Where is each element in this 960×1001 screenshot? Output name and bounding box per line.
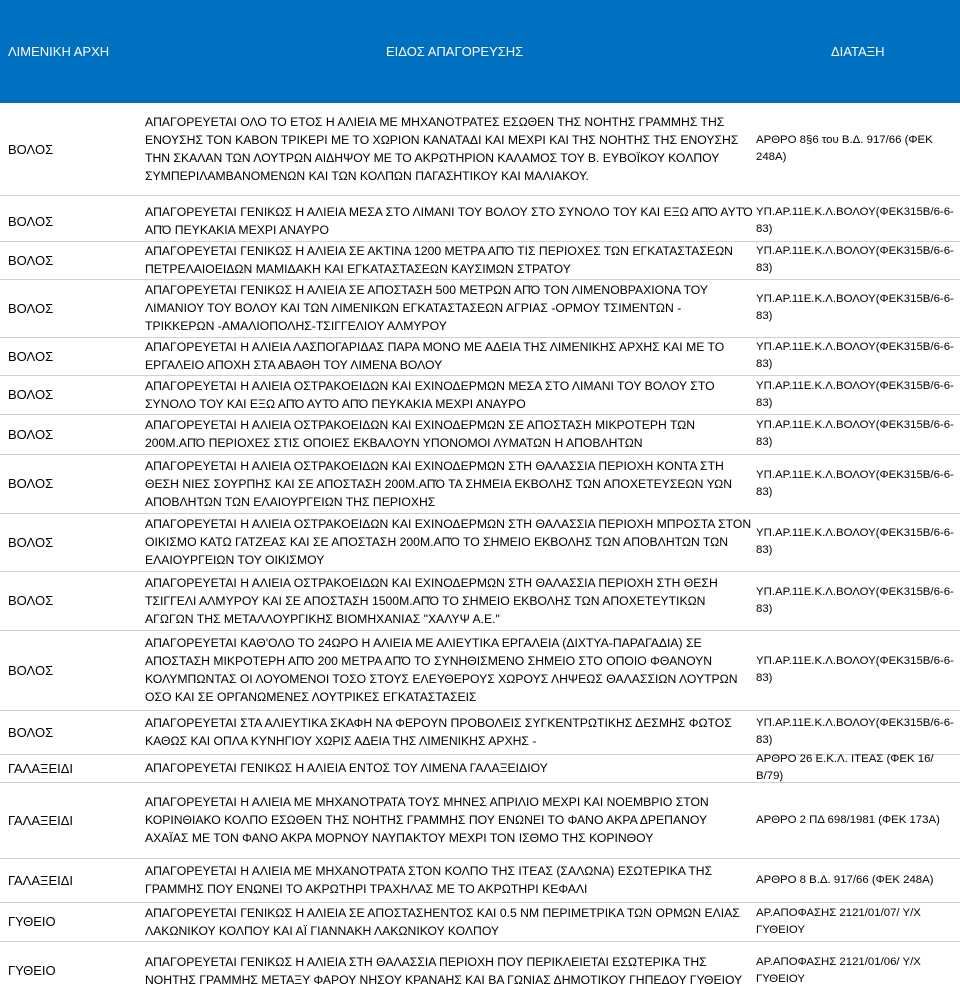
row-reference: ΑΡΘΡΟ 26 Ε.Κ.Λ. ΙΤΕΑΣ (ΦΕΚ 16/Β/79): [756, 753, 934, 782]
table-row: [0, 754, 960, 783]
row-description: ΑΠΑΓΟΡΕΥΕΤΑΙ Η ΑΛΙΕΙΑ ΟΣΤΡΑΚΟΕΙΔΩΝ ΚΑΙ ΕΧΙΝΟΔΕΡΜΩΝ ΣΤΗ ΘΑΛΑΣΣΙΑ ΠΕΡΙΟΧΗ ΣΤΗ ΘΕΣΗ ΤΣΙΓΓΕΛΙ ΑΛΜΥΡΟΥ ΚΑΙ ΣΕ ΑΠΟΣΤΑΣΗ 1500Μ.ΑΠΌ ΤΟ ΣΗΜΕΙΟ ΕΚΒΟΛΗΣ ΤΩΝ ΑΠΟΧΕΤΕΥΤΙΚΩΝ ΑΓΩΓΩΝ ΤΗΣ ΜΕΤΑΛΛΟΥΡΓΙΚΗΣ ΒΙΟΜΗΧΑΝΙΑΣ "ΧΑΛΥΨ Α.Ε.": [145, 575, 718, 626]
table-row: [0, 103, 960, 196]
table-row: [0, 710, 960, 755]
row-reference: ΥΠ.ΑΡ.11Ε.Κ.Λ.ΒΟΛΟΥ(ΦΕΚ315Β/6-6-83): [756, 655, 954, 684]
row-description: ΑΠΑΓΟΡΕΥΕΤΑΙ ΚΑΘ'ΟΛΟ ΤΟ 24ΩΡΟ Η ΑΛΙΕΙΑ ΜΕ ΑΛΙΕΥΤΙΚΑ ΕΡΓΑΛΕΙΑ (ΔΙΧΤΥΑ-ΠΑΡΑΓΑΔΙΑ) ΣΕ ΑΠΟΣΤΑΣΗ ΜΙΚΡΟΤΕΡΗ ΑΠΌ 200 ΜΕΤΡΑ ΑΠΌ ΤΟ ΣΥΝΗΘΙΣΜΕΝΟ ΣΗΜΕΙΟ ΣΤΟ ΟΠΟΙΟ ΦΘΑΝΟΥΝ ΚΟΛΥΜΠΩΝΤΑΣ ΟΙ ΛΟΥΟΜΕΝΟΙ ΤΟΣΟ ΣΤΟΥΣ ΕΛΕΥΘΕΡΟΥΣ ΧΩΡΟΥΣ ΛΗΨΕΩΣ ΘΑΛΑΣΣΙΩΝ ΛΟΥΤΡΩΝ ΟΣΟ ΚΑΙ ΣΕ ΟΡΓΑΝΩΜΕΝΕΣ ΛΟΥΤΡΙΚΕΣ ΕΓΚΑΤΑΣΤΑΣΕΙΣ: [145, 636, 738, 704]
row-authority: ΒΟΛΟΣ: [8, 348, 54, 364]
row-authority: ΓΥΘΕΙΟ: [8, 914, 56, 929]
row-description: ΑΠΑΓΟΡΕΥΕΤΑΙ Η ΑΛΙΕΙΑ ΜΕ ΜΗΧΑΝΟΤΡΑΤΑ ΣΤΟΝ ΚΟΛΠΟ ΤΗΣ ΙΤΕΑΣ (ΣΑΛΩΝΑ) ΕΣΩΤΕΡΙΚΑ ΤΗΣ ΓΡΑΜΜΗΣ ΠΟΥ ΕΝΩΝΕΙ ΤΟ ΑΚΡΩΤΗΡΙ ΤΡΑΧΗΛΑΣ ΜΕ ΤΟ ΑΚΡΩΤΗΡΙ ΚΕΦΑΛΙ: [145, 864, 713, 896]
row-reference: ΑΡ.ΑΠΟΦΑΣΗΣ 2121/01/06/ Υ/Χ ΓΥΘΕΙΟΥ: [756, 955, 921, 985]
table-row: [0, 279, 960, 338]
row-reference: ΥΠ.ΑΡ.11Ε.Κ.Λ.ΒΟΛΟΥ(ΦΕΚ315Β/6-6-83): [756, 419, 954, 448]
table-row: [0, 375, 960, 415]
table-header: [0, 0, 960, 103]
row-reference: ΑΡΘΡΟ 2 ΠΔ 698/1981 (ΦΕΚ 173Α): [756, 813, 940, 826]
row-description: ΑΠΑΓΟΡΕΥΕΤΑΙ ΓΕΝΙΚΩΣ Η ΑΛΙΕΙΑ ΣΕ ΑΠΟΣΤΑΣΗΕΝΤΟΣ ΚΑΙ 0.5 ΝΜ ΠΕΡΙΜΕΤΡΙΚΑ ΤΩΝ ΟΡΜΩΝ ΕΛΙΑΣ ΛΑΚΩΝΙΚΟΥ ΚΟΛΠΟΥ ΚΑΙ ΑΪ ΓΙΑΝΝΑΚΗ ΛΑΚΩΝΙΚΟΥ ΚΟΛΠΟΥ: [145, 905, 740, 938]
row-authority: ΒΟΛΟΣ: [8, 300, 54, 316]
row-reference: ΥΠ.ΑΡ.11Ε.Κ.Λ.ΒΟΛΟΥ(ΦΕΚ315Β/6-6-83): [756, 293, 954, 322]
row-reference: ΑΡΘΡΟ 8§6 του Β.Δ. 917/66 (ΦΕΚ 248Α): [756, 134, 933, 163]
row-description: ΑΠΑΓΟΡΕΥΕΤΑΙ ΣΤΑ ΑΛΙΕΥΤΙΚΑ ΣΚΑΦΗ ΝΑ ΦΕΡΟΥΝ ΠΡΟΒΟΛΕΙΣ ΣΥΓΚΕΝΤΡΩΤΙΚΗΣ ΔΕΣΜΗΣ ΦΩΤΟΣ ΚΑΘΩΣ ΚΑΙ ΟΠΛΑ ΚΥΝΗΓΙΟΥ ΧΩΡΙΣ ΑΔΕΙΑ ΤΗΣ ΛΙΜΕΝΙΚΗΣ ΑΡΧΗΣ -: [145, 716, 732, 748]
row-authority: ΒΟΛΟΣ: [8, 426, 54, 442]
row-description: ΑΠΑΓΟΡΕΥΕΤΑΙ Η ΑΛΙΕΙΑ ΛΑΣΠΟΓΑΡΙΔΑΣ ΠΑΡΑ ΜΟΝΟ ΜΕ ΑΔΕΙΑ ΤΗΣ ΛΙΜΕΝΙΚΗΣ ΑΡΧΗΣ ΚΑΙ ΜΕ ΤΟ ΕΡΓΑΛΕΙΟ ΑΠΟΧΗ ΣΤΑ ΑΒΑΘΗ ΤΟΥ ΛΙΜΕΝΑ ΒΟΛΟΥ: [145, 340, 725, 372]
row-description: ΑΠΑΓΟΡΕΥΕΤΑΙ ΟΛΟ ΤΟ ΕΤΟΣ Η ΑΛΙΕΙΑ ΜΕ ΜΗΧΑΝΟΤΡΑΤΕΣ ΕΣΩΘΕΝ ΤΗΣ ΝΟΗΤΗΣ ΓΡΑΜΜΗΣ ΤΗΣ ΕΝΟΥΣΗΣ ΤΟΝ ΚΑΒΟΝ ΤΡΙΚΕΡΙ ΜΕ ΤΟ ΧΩΡΙΟΝ ΚΑΝΑΤΑΔΙ ΚΑΙ ΜΕΧΡΙ ΚΑΙ ΤΗΣ ΝΟΗΤΗΣ ΤΗΣ ΕΝΟΥΣΗΣ ΤΗΝ ΣΚΑΛΑΝ ΤΩΝ ΛΟΥΤΡΩΝ ΑΙΔΗΨΟΥ ΜΕ ΤΟ ΑΚΡΩΤΗΡΙΟΝ ΚΑΛΑΜΟΣ ΤΟΥ Β. ΕΥΒΟΪΚΟΥ ΚΟΛΠΟΥ ΣΥΜΠΕΡΙΛΑΜΒΑΝΟΜΕΝΩΝ ΚΑΙ ΤΩΝ ΚΟΛΠΩΝ ΠΑΓΑΣΗΤΙΚΟΥ ΚΑΙ ΜΑΛΙΑΚΟΥ.: [145, 115, 739, 183]
row-description: ΑΠΑΓΟΡΕΥΕΤΑΙ Η ΑΛΙΕΙΑ ΜΕ ΜΗΧΑΝΟΤΡΑΤΑ ΤΟΥΣ ΜΗΝΕΣ ΑΠΡΙΛΙΟ ΜΕΧΡΙ ΚΑΙ ΝΟΕΜΒΡΙΟ ΣΤΟΝ ΚΟΡΙΝΘΙΑΚΟ ΚΟΛΠΟ ΕΣΩΘΕΝ ΤΗΣ ΝΟΗΤΗΣ ΓΡΑΜΜΗΣ ΠΟΥ ΕΝΩΝΕΙ ΤΟ ΦΑΝΟ ΑΚΡΑ ΔΡΕΠΑΝΟΥ ΑΧΑΪΑΣ ΜΕ ΤΟΝ ΦΑΝΟ ΑΚΡΑ ΜΟΡΝΟΥ ΝΑΥΠΑΚΤΟΥ ΜΕΧΡΙ ΤΟΝ ΙΣΘΜΟ ΤΗΣ ΚΟΡΙΝΘΟΥ: [145, 795, 709, 845]
row-reference: ΥΠ.ΑΡ.11Ε.Κ.Λ.ΒΟΛΟΥ(ΦΕΚ315Β/6-6-83): [756, 527, 954, 556]
header-authority: ΛΙΜΕΝΙΚΗ ΑΡΧΗ: [8, 44, 110, 59]
row-authority: ΒΟΛΟΣ: [8, 476, 54, 491]
table-row: [0, 902, 960, 942]
row-description: ΑΠΑΓΟΡΕΥΕΤΑΙ ΓΕΝΙΚΩΣ Η ΑΛΙΕΙΑ ΣΤΗ ΘΑΛΑΣΣΙΑ ΠΕΡΙΟΧΗ ΠΟΥ ΠΕΡΙΚΛΕΙΕΤΑΙ ΕΣΩΤΕΡΙΚΑ ΤΗΣ ΝΟΗΤΗΣ ΓΡΑΜΜΗΣ ΜΕΤΑΞΥ ΦΑΡΟΥ ΝΗΣΟΥ ΚΡΑΝΑΗΣ ΚΑΙ ΒΑ ΓΩΝΙΑΣ ΔΗΜΟΤΙΚΟΥ ΓΗΠΕΔΟΥ ΓΥΘΕΙΟΥ: [145, 954, 743, 987]
header-ban-type: ΕΙΔΟΣ ΑΠΑΓΟΡΕΥΣΗΣ: [386, 44, 524, 59]
table-row: [0, 571, 960, 631]
row-authority: ΒΟΛΟΣ: [8, 593, 54, 608]
row-description: ΑΠΑΓΟΡΕΥΕΤΑΙ ΓΕΝΙΚΩΣ Η ΑΛΙΕΙΑ ΜΕΣΑ ΣΤΟ ΛΙΜΑΝΙ ΤΟΥ ΒΟΛΟΥ ΣΤΟ ΣΥΝΟΛΟ ΤΟΥ ΚΑΙ ΕΞΩ ΑΠΌ ΑΥΤΌ ΑΠΌ ΠΕΥΚΑΚΙΑ ΜΕΧΡΙ ΑΝΑΥΡΟ: [145, 205, 753, 237]
row-reference: ΥΠ.ΑΡ.11Ε.Κ.Λ.ΒΟΛΟΥ(ΦΕΚ315Β/6-6-83): [756, 717, 954, 746]
row-authority: ΒΟΛΟΣ: [8, 534, 54, 550]
table-row: [0, 630, 960, 711]
row-authority: ΒΟΛΟΣ: [8, 662, 54, 678]
row-description: ΑΠΑΓΟΡΕΥΕΤΑΙ Η ΑΛΙΕΙΑ ΟΣΤΡΑΚΟΕΙΔΩΝ ΚΑΙ ΕΧΙΝΟΔΕΡΜΩΝ ΣΤΗ ΘΑΛΑΣΣΙΑ ΠΕΡΙΟΧΗ ΜΠΡΟΣΤΑ ΣΤΟΝ ΟΙΚΙΣΜΟ ΚΑΤΩ ΓΑΤΖΕΑΣ ΚΑΙ ΣΕ ΑΠΟΣΤΑΣΗ 200Μ.ΑΠΌ ΤΟ ΣΗΜΕΙΟ ΕΚΒΟΛΗΣ ΤΩΝ ΑΠΟΒΛΗΤΩΝ ΤΩΝ ΕΛΑΙΟΥΡΓΕΙΩΝ ΤΟΥ ΟΙΚΙΣΜΟΥ: [145, 517, 752, 567]
row-reference: ΥΠ.ΑΡ.11Ε.Κ.Λ.ΒΟΛΟΥ(ΦΕΚ315Β/6-6-83): [756, 585, 954, 615]
table-row: [0, 241, 960, 280]
row-authority: ΓΥΘΕΙΟ: [8, 963, 56, 978]
row-authority: ΓΑΛΑΞΕΙΔΙ: [8, 872, 74, 888]
header-order: ΔΙΑΤΑΞΗ: [831, 44, 885, 59]
row-description: ΑΠΑΓΟΡΕΥΕΤΑΙ ΓΕΝΙΚΩΣ Η ΑΛΙΕΙΑ ΣΕ ΑΚΤΙΝΑ 1200 ΜΕΤΡΑ ΑΠΌ ΤΙΣ ΠΕΡΙΟΧΕΣ ΤΩΝ ΕΓΚΑΤΑΣΤΑΣΕΩΝ ΠΕΤΡΕΛΑΙΟΕΙΔΩΝ ΜΑΜΙΔΑΚΗ ΚΑΙ ΕΓΚΑΤΑΣΤΑΣΕΩΝ ΚΑΥΣΙΜΩΝ ΣΤΡΑΤΟΥ: [145, 244, 733, 276]
row-description: ΑΠΑΓΟΡΕΥΕΤΑΙ Η ΑΛΙΕΙΑ ΟΣΤΡΑΚΟΕΙΔΩΝ ΚΑΙ ΕΧΙΝΟΔΕΡΜΩΝ ΜΕΣΑ ΣΤΟ ΛΙΜΑΝΙ ΤΟΥ ΒΟΛΟΥ ΣΤΟ ΣΥΝΟΛΟ ΤΟΥ ΚΑΙ ΕΞΩ ΑΠΌ ΑΥΤΌ ΑΠΌ ΠΕΥΚΑΚΙΑ ΜΕΧΡΙ ΑΝΑΥΡΟ: [145, 378, 715, 411]
row-reference: ΥΠ.ΑΡ.11Ε.Κ.Λ.ΒΟΛΟΥ(ΦΕΚ315Β/6-6-83): [756, 341, 954, 370]
row-reference: ΥΠ.ΑΡ.11Ε.Κ.Λ.ΒΟΛΟΥ(ΦΕΚ315Β/6-6-83): [756, 468, 954, 498]
table-row: [0, 941, 960, 1000]
row-description: ΑΠΑΓΟΡΕΥΕΤΑΙ Η ΑΛΙΕΙΑ ΟΣΤΡΑΚΟΕΙΔΩΝ ΚΑΙ ΕΧΙΝΟΔΕΡΜΩΝ ΣΕ ΑΠΟΣΤΑΣΗ ΜΙΚΡΟΤΕΡΗ ΤΩΝ 200Μ.ΑΠΌ ΠΕΡΙΟΧΕΣ ΣΤΙΣ ΟΠΟΙΕΣ ΕΚΒΑΛΟΥΝ ΥΠΟΝΟΜΟΙ ΛΥΜΑΤΩΝ Η ΑΠΟΒΛΗΤΩΝ: [145, 418, 696, 450]
table-row: [0, 337, 960, 376]
row-reference: ΥΠ.ΑΡ.11Ε.Κ.Λ.ΒΟΛΟΥ(ΦΕΚ315Β/6-6-83): [756, 379, 954, 409]
row-authority: ΒΟΛΟΣ: [8, 387, 54, 402]
row-reference: ΑΡ.ΑΠΟΦΑΣΗΣ 2121/01/07/ Υ/Χ ΓΥΘΕΙΟΥ: [756, 906, 921, 936]
row-authority: ΒΟΛΟΣ: [8, 252, 54, 268]
row-authority: ΒΟΛΟΣ: [8, 213, 54, 229]
table-row: [0, 454, 960, 514]
row-description: ΑΠΑΓΟΡΕΥΕΤΑΙ ΓΕΝΙΚΩΣ Η ΑΛΙΕΙΑ ΣΕ ΑΠΟΣΤΑΣΗ 500 ΜΕΤΡΩΝ ΑΠΌ ΤΟΝ ΛΙΜΕΝΟΒΡΑΧΙΟΝΑ ΤΟΥ ΛΙΜΑΝΙΟΥ ΤΟΥ ΒΟΛΟΥ ΚΑΙ ΤΩΝ ΛΙΜΕΝΙΚΩΝ ΕΓΚΑΤΑΣΤΑΣΕΩΝ ΑΓΡΙΑΣ -ΟΡΜΟΥ ΤΣΙΜΕΝΤΩΝ - ΤΡΙΚΚΕΡΩΝ -ΑΜΑΛΙΟΠΟΛΗΣ-ΤΣΙΓΓΕΛΙΟΥ ΑΛΜΥΡΟΥ: [145, 283, 708, 333]
row-reference: ΑΡΘΡΟ 8 Β.Δ. 917/66 (ΦΕΚ 248Α): [756, 873, 934, 886]
row-authority: ΓΑΛΑΞΕΙΔΙ: [8, 812, 74, 828]
table-row: [0, 858, 960, 903]
row-reference: ΥΠ.ΑΡ.11Ε.Κ.Λ.ΒΟΛΟΥ(ΦΕΚ315Β/6-6-83): [756, 245, 954, 274]
table-row: [0, 782, 960, 859]
row-description: ΑΠΑΓΟΡΕΥΕΤΑΙ ΓΕΝΙΚΩΣ Η ΑΛΙΕΙΑ ΕΝΤΟΣ ΤΟΥ ΛΙΜΕΝΑ ΓΑΛΑΞΕΙΔΙΟΥ: [145, 761, 548, 775]
table-row: [0, 414, 960, 455]
row-authority: ΒΟΛΟΣ: [8, 141, 54, 157]
table-row: [0, 513, 960, 572]
row-authority: ΓΑΛΑΞΕΙΔΙ: [8, 760, 74, 776]
row-authority: ΒΟΛΟΣ: [8, 724, 54, 740]
row-reference: ΥΠ.ΑΡ.11Ε.Κ.Λ.ΒΟΛΟΥ(ΦΕΚ315Β/6-6-83): [756, 206, 954, 235]
row-description: ΑΠΑΓΟΡΕΥΕΤΑΙ Η ΑΛΙΕΙΑ ΟΣΤΡΑΚΟΕΙΔΩΝ ΚΑΙ ΕΧΙΝΟΔΕΡΜΩΝ ΣΤΗ ΘΑΛΑΣΣΙΑ ΠΕΡΙΟΧΗ ΚΟΝΤΑ ΣΤΗ ΘΕΣΗ ΝΙΕΣ ΣΟΥΡΠΗΣ ΚΑΙ ΣΕ ΑΠΟΣΤΑΣΗ 200Μ.ΑΠΌ ΤΑ ΣΗΜΕΙΑ ΕΚΒΟΛΗΣ ΤΩΝ ΑΠΟΧΕΤΕΥΣΕΩΝ ΥΩΝ ΑΠΟΒΛΗΤΩΝ ΤΩΝ ΕΛΑΙΟΥΡΓΕΙΩΝ ΤΗΣ ΠΕΡΙΟΧΗΣ: [145, 458, 733, 509]
table-row: [0, 201, 960, 242]
